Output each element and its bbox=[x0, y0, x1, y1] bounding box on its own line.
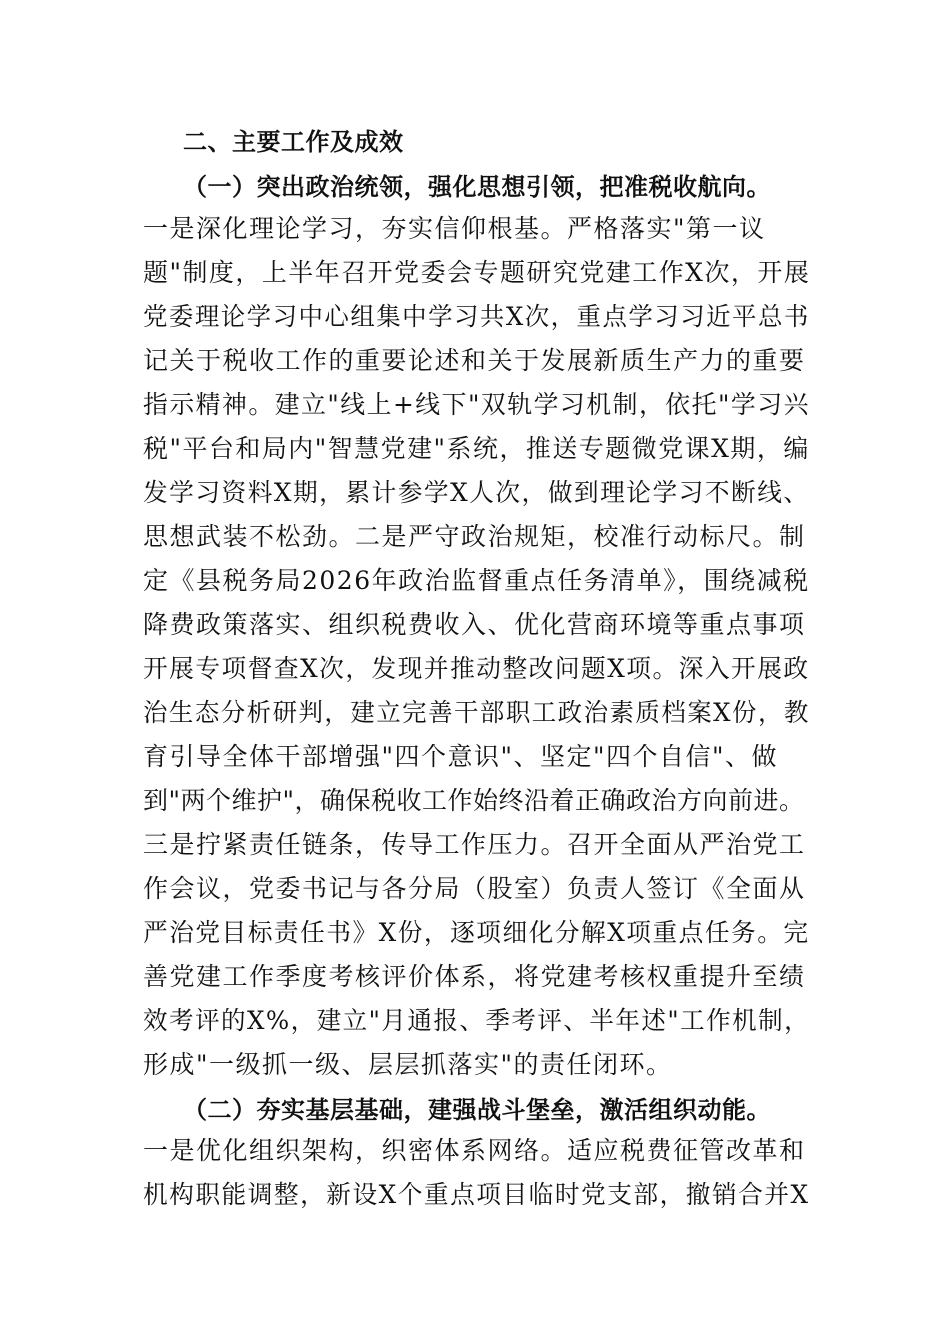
section-heading: 二、主要工作及成效 bbox=[183, 128, 404, 156]
paragraph-1-line: 指示精神。建立"线上+线下"双轨学习机制，依托"学习兴 bbox=[143, 390, 810, 419]
paragraph-1-line: 题"制度，上半年召开党委会专题研究党建工作X次，开展 bbox=[143, 258, 811, 287]
paragraph-1-line: 形成"一级抓一级、层层抓落实"的责任闭环。 bbox=[143, 1050, 673, 1079]
paragraph-1-line: 育引导全体干部增强"四个意识"、坚定"四个自信"、做 bbox=[143, 742, 778, 771]
paragraph-1-line: 思想武装不松劲。二是严守政治规矩，校准行动标尺。制 bbox=[143, 522, 806, 551]
paragraph-1-line: 效考评的X%，建立"月通报、季考评、半年述"工作机制， bbox=[143, 1006, 811, 1035]
paragraph-1-line: 三是拧紧责任链条，传导工作压力。召开全面从严治党工 bbox=[143, 830, 806, 859]
paragraph-1-line: 定《县税务局2026年政治监督重点任务清单》，围绕减税 bbox=[143, 566, 810, 595]
paragraph-1-line: 一是深化理论学习，夯实信仰根基。严格落实"第一议 bbox=[143, 214, 766, 243]
paragraph-1-line: 记关于税收工作的重要论述和关于发展新质生产力的重要 bbox=[143, 346, 806, 375]
subheading-1: （一）突出政治统领，强化思想引领，把准税收航向。 bbox=[183, 173, 771, 201]
paragraph-1-line: 到"两个维护"，确保税收工作始终沿着正确政治方向前进。 bbox=[143, 786, 805, 815]
paragraph-1-line: 治生态分析研判，建立完善干部职工政治素质档案X份，教 bbox=[143, 698, 810, 727]
paragraph-2-line: 一是优化组织架构，织密体系网络。适应税费征管改革和 bbox=[143, 1136, 806, 1165]
paragraph-1-line: 党委理论学习中心组集中学习共X次，重点学习习近平总书 bbox=[143, 302, 810, 331]
paragraph-1-line: 降费政策落实、组织税费收入、优化营商环境等重点事项 bbox=[143, 610, 806, 639]
paragraph-1-line: 严治党目标责任书》X份，逐项细化分解X项重点任务。完 bbox=[143, 918, 810, 947]
paragraph-1-line: 善党建工作季度考核评价体系，将党建考核权重提升至绩 bbox=[143, 962, 806, 991]
paragraph-1-line: 开展专项督查X次，发现并推动整改问题X项。深入开展政 bbox=[143, 654, 810, 683]
paragraph-1-line: 发学习资料X期，累计参学X人次，做到理论学习不断线、 bbox=[143, 478, 810, 507]
paragraph-2-line: 机构职能调整，新设X个重点项目临时党支部，撤销合并X bbox=[143, 1180, 810, 1209]
paragraph-1-line: 税"平台和局内"智慧党建"系统，推送专题微党课X期，编 bbox=[143, 434, 810, 463]
paragraph-1-line: 作会议，党委书记与各分局（股室）负责人签订《全面从 bbox=[143, 874, 806, 903]
subheading-2: （二）夯实基层基础，建强战斗堡垒，激活组织动能。 bbox=[183, 1096, 771, 1124]
